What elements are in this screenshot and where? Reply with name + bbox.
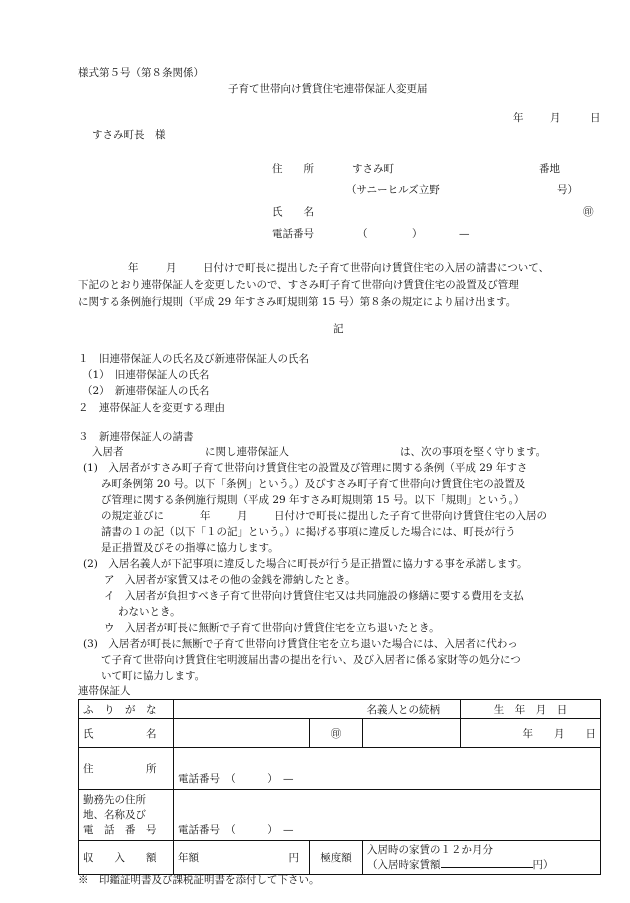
item-3: ３ 新連帯保証人の請書 [78,431,194,443]
rent-field[interactable] [363,841,601,875]
clause-1-line-2: み町条例第 20 号。以下「条例」という。）及びすさみ町子育て世帯向け賃貸住宅の設置及 [101,478,526,490]
annual-label: 年額 [178,852,199,864]
rent-yen: 円） [532,859,554,871]
furigana-label: ふ り が な [79,700,174,719]
clause-2-a: ア 入居者が家賃又はその他の金銭を滞納したとき。 [104,574,356,586]
workplace-phone[interactable]: 電話番号 （ ） — [174,790,601,841]
phone-label: 電話番号 [272,228,314,240]
name-field[interactable] [174,719,310,748]
annual-income-field[interactable] [174,841,310,875]
item-1: １ 旧連帯保証人の氏名及び新連帯保証人の氏名 [78,353,309,365]
item-2: ２ 連帯保証人を変更する理由 [78,402,225,414]
unit-suffix: 号） [557,184,578,196]
workplace-label-1: 勤務先の住所 [83,793,146,806]
clause-1-line-4d: 日付けで町長に提出した子育て世帯向け賃貸住宅の入居の [274,510,547,522]
clause-1-line-4a: の規定並びに [101,510,164,522]
seal-mark: ㊞ [583,206,594,218]
date-day: 日 [590,112,601,124]
table-caption: 連帯保証人 [78,685,131,697]
phone-open: （ [357,228,368,240]
item-3-resident: 入居者 [92,446,124,458]
clause-1-line-1: (1) 入居者がすさみ町子育て世帯向け賃貸住宅の設置及び管理に関する条例（平成 29 年すさ [83,462,528,474]
item-3-promise: は、次の事項を堅く守ります。 [400,446,547,458]
clause-2-c: ウ 入居者が町長に無断で子育て世帯向け賃貸住宅を立ち退いたとき。 [104,622,440,634]
phone-dash: — [459,228,470,240]
extreme-label: 極度額 [310,841,363,875]
phone-close: ） [412,228,423,240]
clause-1-line-5: 請書の１の記（以下「１の記」という。）に掲げる事項に違反した場合には、町長が行う [101,526,516,538]
document-title: 子育て世帯向け賃貸住宅連帯保証人変更届 [228,83,428,95]
table-seal: ㊞ [310,719,363,748]
workplace-label [79,790,174,841]
name-label: 氏 名 [272,206,314,218]
annual-yen: 円 [288,852,299,864]
intro-year: 年 [128,262,139,274]
clause-1-line-6: 是正措置及びその指導に協力します。 [101,542,279,554]
address-suffix: 番地 [539,163,560,175]
intro-line2: 下記のとおり連帯保証人を変更したいので、すさみ町子育て世帯向け賃貸住宅の設置及び管理 [78,279,519,291]
name-field-label: 氏 名 [79,719,174,748]
address-field-label: 住 所 [79,748,174,790]
workplace-label-3: 電 話 番 号 [83,823,157,836]
rent-line-2 [367,857,596,872]
rent-label: （入居時家賃額 [367,859,441,871]
birth-value[interactable]: 年 月 日 [461,719,601,748]
address-label: 住 所 [272,163,314,175]
income-label: 収 入 額 [79,841,174,875]
clause-1-line-3: び管理に関する条例施行規則（平成 29 年すさみ町規則第 15 号。以下「規則」という。） [101,494,525,506]
footnote: ※ 印鑑証明書及び課税証明書を添付して下さい。 [78,874,320,886]
furigana-field[interactable] [174,700,363,719]
address-phone[interactable]: 電話番号 （ ） — [174,748,601,790]
intro-line1: 日付けで町長に提出した子育て世帯向け賃貸住宅の入居の請書について、 [203,262,550,274]
item-3-guarantor: に関し連帯保証人 [205,446,289,458]
relation-field[interactable] [363,719,461,748]
item-1-1: （1） 旧連帯保証人の氏名 [82,369,210,381]
address-value: すさみ町 [352,163,394,175]
rent-blank[interactable] [441,857,533,868]
clause-3-line-2: て子育て世帯向け賃貸住宅明渡届出書の提出を行い、及び入居者に係る家財等の処分につ [101,654,521,666]
clause-1-line-4-month: 月 [237,510,248,522]
date-month: 月 [550,112,561,124]
rent-line-1: 入居時の家賃の１２か月分 [367,844,493,856]
building-name: （サニーヒルズ立野 [346,184,440,196]
form-number: 様式第５号（第８条関係） [78,67,204,79]
addressee: すさみ町長 様 [92,129,166,141]
workplace-label-2: 地、名称及び [83,808,146,821]
date-year: 年 [513,112,524,124]
clause-2-b2: わないとき。 [118,606,181,618]
clause-2-line-1: (2) 入居名義人が下記事項に違反した場合に町長が行う是正措置に協力する事を承諾します。 [83,558,528,570]
intro-line3: に関する条例施行規則（平成 29 年すさみ町規則第 15 号）第８条の規定により届け出ます。 [78,296,517,308]
clause-3-line-1: (3) 入居者が町長に無断で子育て世帯向け賃貸住宅を立ち退いた場合には、入居者に代わっ [83,638,518,650]
relation-label: 名義人との続柄 [363,700,461,719]
guarantor-table [78,699,601,875]
item-1-2: （2） 新連帯保証人の氏名 [82,385,210,397]
intro-month: 月 [166,262,177,274]
clause-3-line-3: いて町に協力します。 [101,670,206,682]
birth-label: 生 年 月 日 [461,700,601,719]
ki-heading: 記 [333,323,344,335]
clause-2-b1: イ 入居者が負担すべき子育て世帯向け賃貸住宅又は共同施設の修繕に要する費用を支払 [104,590,524,602]
clause-1-line-4-year: 年 [200,510,211,522]
